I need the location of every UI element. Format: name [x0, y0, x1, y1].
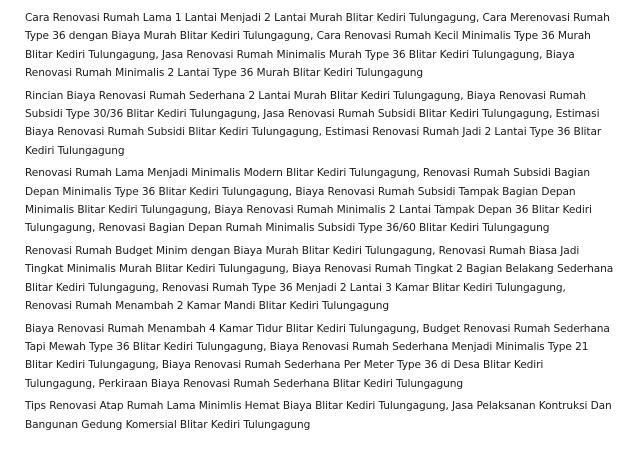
paragraph-3: Renovasi Rumah Lama Menjadi Minimalis Modern Blitar Kediri Tulungagung, Renovasi Rumah Subsidi Bagian Depan Minimalis Type 36 Blitar Kediri Tulungagung, Biaya Renovasi Rumah Subsidi Tampak Bagian Depan Minimalis Blitar Kediri Tulungagung, Biaya Renovasi Rumah Minimalis 2 Lantai Tampak Depan 36 Blitar Kediri Tulungagung, Renovasi Bagian Depan Rumah Minimalis Subsidi Type 36/60 Blitar Kediri Tulungagung: [25, 167, 592, 235]
paragraph-1: Cara Renovasi Rumah Lama 1 Lantai Menjadi 2 Lantai Murah Blitar Kediri Tulungagung, Cara Merenovasi Rumah Type 36 dengan Biaya Murah Blitar Kediri Tulungagung, Cara Renovasi Rumah Kecil Minimalis Type 36 Murah Blitar Kediri Tulungagung, Jasa Renovasi Rumah Minimalis Murah Type 36 Blitar Kediri Tulungagung, Biaya Renovasi Rumah Minimalis 2 Lantai Type 36 Murah Blitar Kediri Tulungagung: [25, 12, 610, 80]
paragraph-4: Renovasi Rumah Budget Minim dengan Biaya Murah Blitar Kediri Tulungagung, Renovasi Rumah Biasa Jadi Tingkat Minimalis Murah Blitar Kediri Tulungagung, Biaya Renovasi Rumah Tingkat 2 Bagian Belakang Sederhana Blitar Kediri Tulungagung, Renovasi Rumah Type 36 Menjadi 2 Lantai 3 Kamar Blitar Kediri Tulungagung, Renovasi Rumah Menambah 2 Kamar Mandi Blitar Kediri Tulungagung: [25, 244, 614, 313]
document-page: [25, 9, 615, 438]
paragraph-2: Rincian Biaya Renovasi Rumah Sederhana 2 Lantai Murah Blitar Kediri Tulungagung, Biaya Renovasi Rumah Subsidi Type 30/36 Blitar Kediri Tulungagung, Jasa Renovasi Rumah Subsidi Blitar Kediri Tulungagung, Estimasi Biaya Renovasi Rumah Subsidi Blitar Kediri Tulungagung, Estimasi Renovasi Rumah Jadi 2 Lantai Type 36 Blitar Kediri Tulungagung: [25, 89, 602, 157]
paragraph-5: Biaya Renovasi Rumah Menambah 4 Kamar Tidur Blitar Kediri Tulungagung, Budget Renovasi Rumah Sederhana Tapi Mewah Type 36 Blitar Kediri Tulungagung, Biaya Renovasi Rumah Sederhana Menjadi Minimalis Type 21 Blitar Kediri Tulungagung, Biaya Renovasi Rumah Sederhana Per Meter Type 36 di Desa Blitar Kediri Tulungagung, Perkiraan Biaya Renovasi Rumah Sederhana Blitar Kediri Tulungagung: [25, 322, 610, 390]
paragraph-6: Tips Renovasi Atap Rumah Lama Minimlis Hemat Biaya Blitar Kediri Tulungagung, Jasa Pelaksanan Kontruksi Dan Bangunan Gedung Komersial Blitar Kediri Tulungagung: [25, 400, 612, 431]
